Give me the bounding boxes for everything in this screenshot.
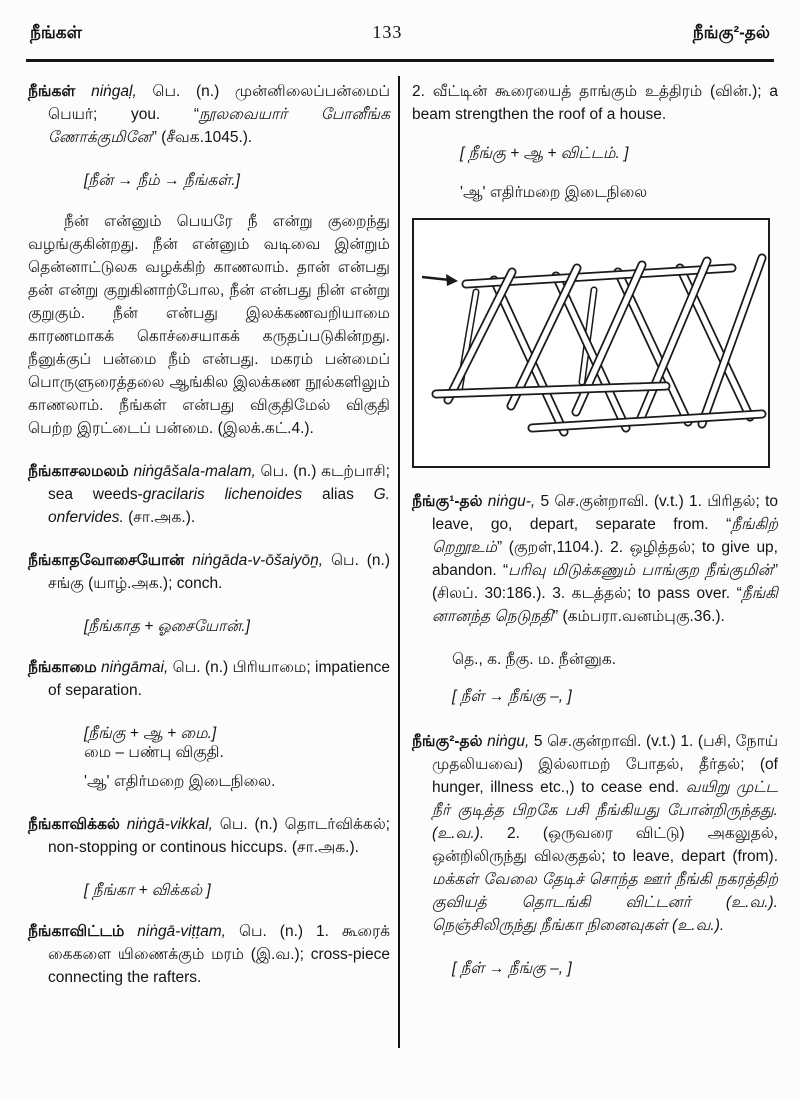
- grammar-note: மை – பண்பு விகுதி.: [84, 744, 224, 761]
- etymology-line: [ நீங்கு + ஆ + விட்டம். ]: [460, 145, 629, 162]
- species-name: G. onfervides.: [48, 486, 390, 526]
- header-guide-word-left: நீங்கள்: [30, 23, 82, 42]
- etymology-line: [நீங்காத + ஓசையோன்.]: [84, 618, 250, 635]
- grammar-note: 'ஆ' எதிர்மறை இடைநிலை.: [84, 773, 276, 790]
- transliteration: niṅgā-viṭṭam,: [124, 923, 226, 940]
- headword: நீங்கு¹-தல்: [412, 493, 483, 510]
- entry-body: ” (சீவக.1045.).: [151, 129, 253, 146]
- transliteration: niṅgāšala-malam,: [128, 463, 256, 480]
- cognate-forms: தெ., க. நீகு. ம. நீன்னுக.: [452, 651, 617, 668]
- transliteration: niṅgu,: [482, 733, 530, 750]
- etymology-line: [ நீள் → நீங்கு –, ]: [452, 688, 572, 705]
- entry-ningamai: [28, 656, 390, 702]
- headword: நீங்காமை: [28, 659, 97, 676]
- headword: நீங்கள்: [28, 83, 76, 100]
- entry-body: 5 செ.குன்றாவி. (v.t.) 1. பிரிதல்; to leave, go, depart, separate from. “: [432, 493, 778, 533]
- entry-body: பெ. (n.) தொடர்விக்கல்; non-stopping or continous hiccups. (சா.அக.).: [48, 816, 390, 856]
- etymology-line: [நீன் → நீம் → நீங்கள்.]: [84, 172, 240, 189]
- transliteration: niṅgā-vikkal,: [119, 816, 213, 833]
- etymology-line: [ நீள் → நீங்கு –, ]: [452, 960, 572, 977]
- transliteration: niṅgu-,: [482, 493, 536, 510]
- entry-body: ” (கம்பரா.வனம்புகு.36.).: [553, 608, 725, 625]
- species-name: gracilaris lichenoides: [142, 486, 303, 503]
- header-guide-word-right: நீங்கு²-தல்: [692, 23, 770, 42]
- entry-ninga-vikkal: [28, 813, 390, 859]
- rafter-illustration: [414, 220, 768, 466]
- left-column: [28, 80, 390, 1009]
- citation-quote: நூலவையார் போனீங்க ணோக்குமினே: [48, 106, 390, 146]
- usage-example: வயிறு முட்ட நீர் குடித்த பிறகே பசி நீங்கியது போன்றிருந்தது. (உ.வ.).: [432, 779, 779, 842]
- transliteration: niṅgāmai,: [96, 659, 169, 676]
- entry-body: பெ. (n.) கடற்பாசி; sea weeds-: [48, 463, 390, 503]
- entry-ningu-1: [412, 490, 778, 628]
- right-column: [412, 80, 778, 980]
- headword: நீங்கு²-தல்: [412, 733, 483, 750]
- entry-body: பெ. (n.) முன்னிலைப்பன்மைப் பெயர்; you. “: [48, 83, 390, 123]
- entry-body: பெ. (n.) சங்கு (யாழ்.அக.); conch.: [48, 552, 390, 592]
- entry-body: alias: [302, 486, 374, 503]
- arrow-icon: [422, 274, 458, 286]
- page-number: 133: [372, 22, 403, 42]
- entry-ningasala-malam: [28, 460, 390, 529]
- citation-quote: நீங்கிற் றெறூஉம்: [432, 516, 778, 556]
- entry-body: ” (சிலப். 30:186.). 3. கடத்தல்; to pass over. “: [432, 562, 778, 602]
- entry-body: 2. (ஒருவரை விட்டு) அகலுதல், ஒன்றிலிருந்து விலகுதல்; to leave, depart (from).: [432, 825, 778, 865]
- headword: நீங்காதவோசையோன்: [28, 552, 185, 569]
- header-rule: [26, 59, 774, 62]
- page-header: [30, 22, 770, 45]
- figure-frame: [412, 218, 770, 468]
- column-divider: [398, 76, 400, 1048]
- entry-body: 5 செ.குன்றாவி. (v.t.) 1. (பசி, நோய் முதலியவை) இல்லாமற் போதல், தீர்தல்; (of hunger, illness etc.,) to cease end.: [432, 733, 778, 796]
- etymology-line: [நீங்கு + ஆ + மை.]: [84, 725, 217, 742]
- transliteration: niṅgaḷ,: [75, 83, 137, 100]
- etymology-line: [ நீங்கா + விக்கல் ]: [84, 882, 211, 899]
- headword: நீங்காவிட்டம்: [28, 923, 125, 940]
- entry-body: ” (குறள்,1104.). 2. ஒழித்தல்; to give up, abandon. “: [432, 539, 778, 579]
- citation-quote: பரிவு மிடுக்கணும் பாங்குற நீங்குமின்: [508, 562, 773, 579]
- transliteration: niṅgāda-v-ōšaiyōṉ,: [184, 552, 324, 569]
- citation-quote: நீங்கி னானந்த நெடுநதி: [432, 585, 778, 625]
- entry-body: பெ. (n.) பிரியாமை; impatience of separation.: [48, 659, 391, 699]
- grammar-note: 'ஆ' எதிர்மறை இடைநிலை: [460, 184, 648, 201]
- entry-ningada-v-osaiyon: [28, 549, 390, 595]
- entry-ningu-2: [412, 730, 778, 937]
- entry-continuation: 2. வீட்டின் கூரையைத் தாங்கும் உத்திரம் (வின்.); a beam strengthen the roof of a house.: [412, 83, 778, 123]
- entry-body: (சா.அக.).: [123, 509, 196, 526]
- entry-ninga-vittam: [28, 920, 390, 989]
- entry-ningal: [28, 80, 390, 149]
- entry-body: பெ. (n.) 1. கூரைக் கைகளை யிணைக்கும் மரம் (இ.வ.); cross-piece connecting the rafters.: [48, 923, 390, 986]
- usage-example: மக்கள் வேலை தேடிச் சொந்த ஊர் நீங்கி நகரத்திற் குவியத் தொடங்கி விட்டனர் (உ.வ.). நெஞ்சிலிருந்து நீங்கா நினைவுகள் (உ.வ.).: [432, 871, 778, 934]
- headword: நீங்காசலமலம்: [28, 463, 129, 480]
- headword: நீங்காவிக்கல்: [28, 816, 120, 833]
- usage-paragraph: நீன் என்னும் பெயரே நீ என்று குறைந்து வழங்குகின்றது. நீன் என்னும் வடிவை இன்றும் தென்னாட்டுலக வழக்கிற் காணலாம். தான் என்பது தன் என்று குறுகினாற்போல, நீன் என்பது நின் என்று குறுகும். நீன் என்பது இலக்கணவறியாமை காரணமாகக் கொச்சையாகக் கருதப்படுகின்றது. நீனுக்குப் பன்மை நீம் என்பது. மகரம் பன்மைப் பொருளுரைத்தலை ஆங்கில இலக்கண நூல்களிலும் காணலாம். நீங்கள் என்பது விகுதிமேல் விகுதி பெற்ற இரட்டைப் பன்மை. (இலக்.கட்.4.).: [28, 213, 390, 437]
